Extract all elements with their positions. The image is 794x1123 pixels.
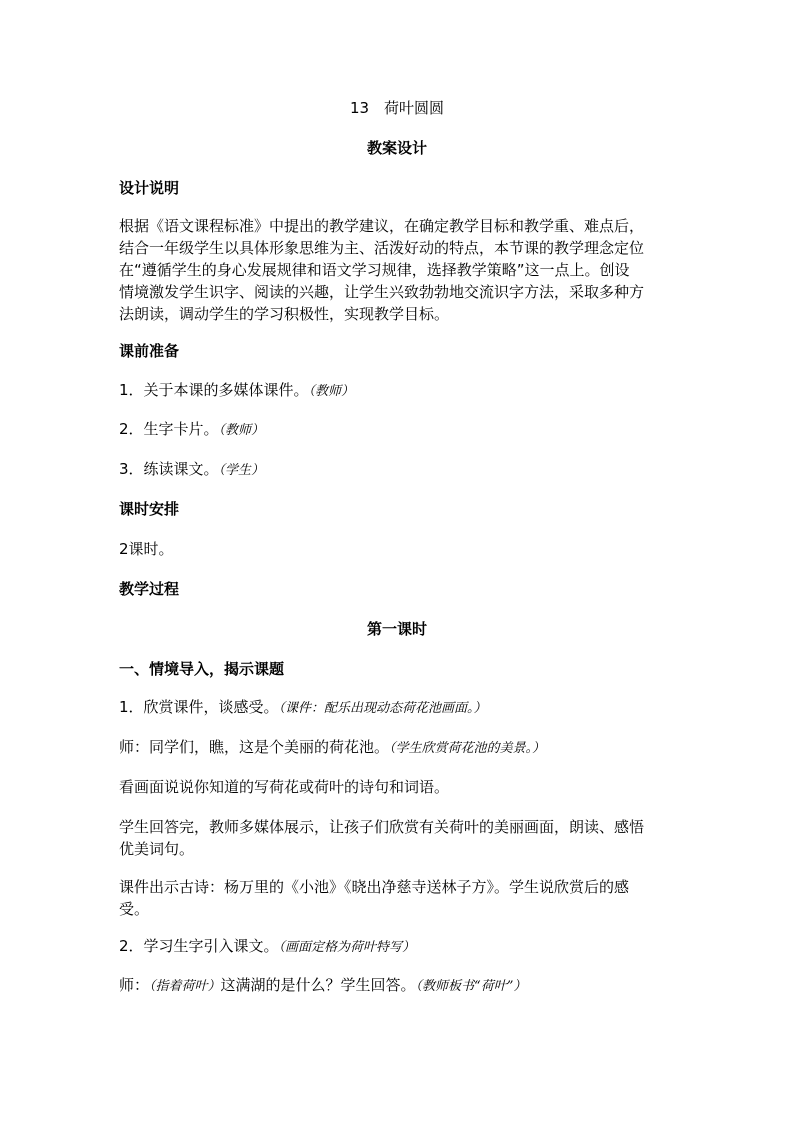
body-line: 看画面说说你知道的写荷花或荷叶的诗句和词语。 [119, 778, 450, 796]
step-text: 2．学习生字引入课文。 [119, 937, 279, 955]
body-paragraph-line: 优美词句。 [119, 840, 195, 858]
step-note: （课件：配乐出现动态荷花池画面。） [278, 701, 487, 716]
teacher-prefix: 师： [119, 976, 150, 994]
prep-item-text: 3．练读课文。 [119, 460, 219, 478]
prep-item-text: 1．关于本课的多媒体课件。 [119, 381, 309, 399]
teacher-line [119, 975, 679, 997]
teacher-note: （学生欣赏荷花池的美景。） [389, 741, 546, 756]
step-line [119, 697, 679, 719]
prep-item [119, 380, 679, 402]
step-line [119, 936, 679, 958]
prep-item [119, 459, 679, 481]
teacher-note: （教师板书“荷叶”） [415, 979, 527, 994]
period-title: 第一课时 [366, 620, 427, 638]
design-line: 法朗读，调动学生的学习积极性，实现教学目标。 [119, 305, 450, 323]
teacher-text: 师：同学们，瞧，这是个美丽的荷花池。 [119, 738, 390, 756]
schedule-text: 2课时。 [119, 540, 174, 558]
document-subtitle: 教案设计 [366, 139, 427, 157]
body-paragraph-line: 课件出示古诗：杨万里的《小池》《晓出净慈寺送林子方》。学生说欣赏后的感 [119, 878, 630, 896]
lesson-title: 13 荷叶圆圆 [349, 99, 445, 117]
design-paragraph [119, 215, 679, 325]
section-heading-prep: 课前准备 [119, 342, 180, 360]
teacher-note: （指着荷叶） [149, 979, 221, 994]
prep-item-text: 2．生字卡片。 [119, 420, 219, 438]
prep-item-note: （教师） [218, 423, 265, 438]
design-line: 情境激发学生识字、阅读的兴趣，让学生兴致勃勃地交流识字方法，采取多种方 [119, 283, 645, 301]
body-paragraph [119, 876, 679, 920]
part-heading: 一、情境导入，揭示课题 [119, 660, 285, 678]
prep-item-note: （学生） [218, 463, 265, 478]
design-line: 结合一年级学生以具体形象思维为主、活泼好动的特点，本节课的教学理念定位 [119, 239, 645, 257]
body-paragraph [119, 816, 679, 860]
section-heading-schedule: 课时安排 [119, 500, 180, 518]
step-note: （画面定格为荷叶特写） [278, 940, 416, 955]
design-line: 在“遵循学生的身心发展规律和语文学习规律，选择教学策略”这一点上。创设 [119, 261, 630, 279]
step-text: 1．欣赏课件，谈感受。 [119, 698, 279, 716]
design-line: 根据《语文课程标准》中提出的教学建议，在确定教学目标和教学重、难点后， [119, 217, 645, 235]
teacher-text: 这满湖的是什么？学生回答。 [220, 976, 416, 994]
body-paragraph-line: 受。 [119, 900, 150, 918]
teacher-line [119, 737, 679, 759]
section-heading-process: 教学过程 [119, 580, 180, 598]
prep-item-note: （教师） [308, 384, 355, 399]
prep-item [119, 419, 679, 441]
section-heading-design: 设计说明 [119, 179, 180, 197]
body-paragraph-line: 学生回答完，教师多媒体展示，让孩子们欣赏有关荷叶的美丽画面，朗读、感悟 [119, 818, 645, 836]
